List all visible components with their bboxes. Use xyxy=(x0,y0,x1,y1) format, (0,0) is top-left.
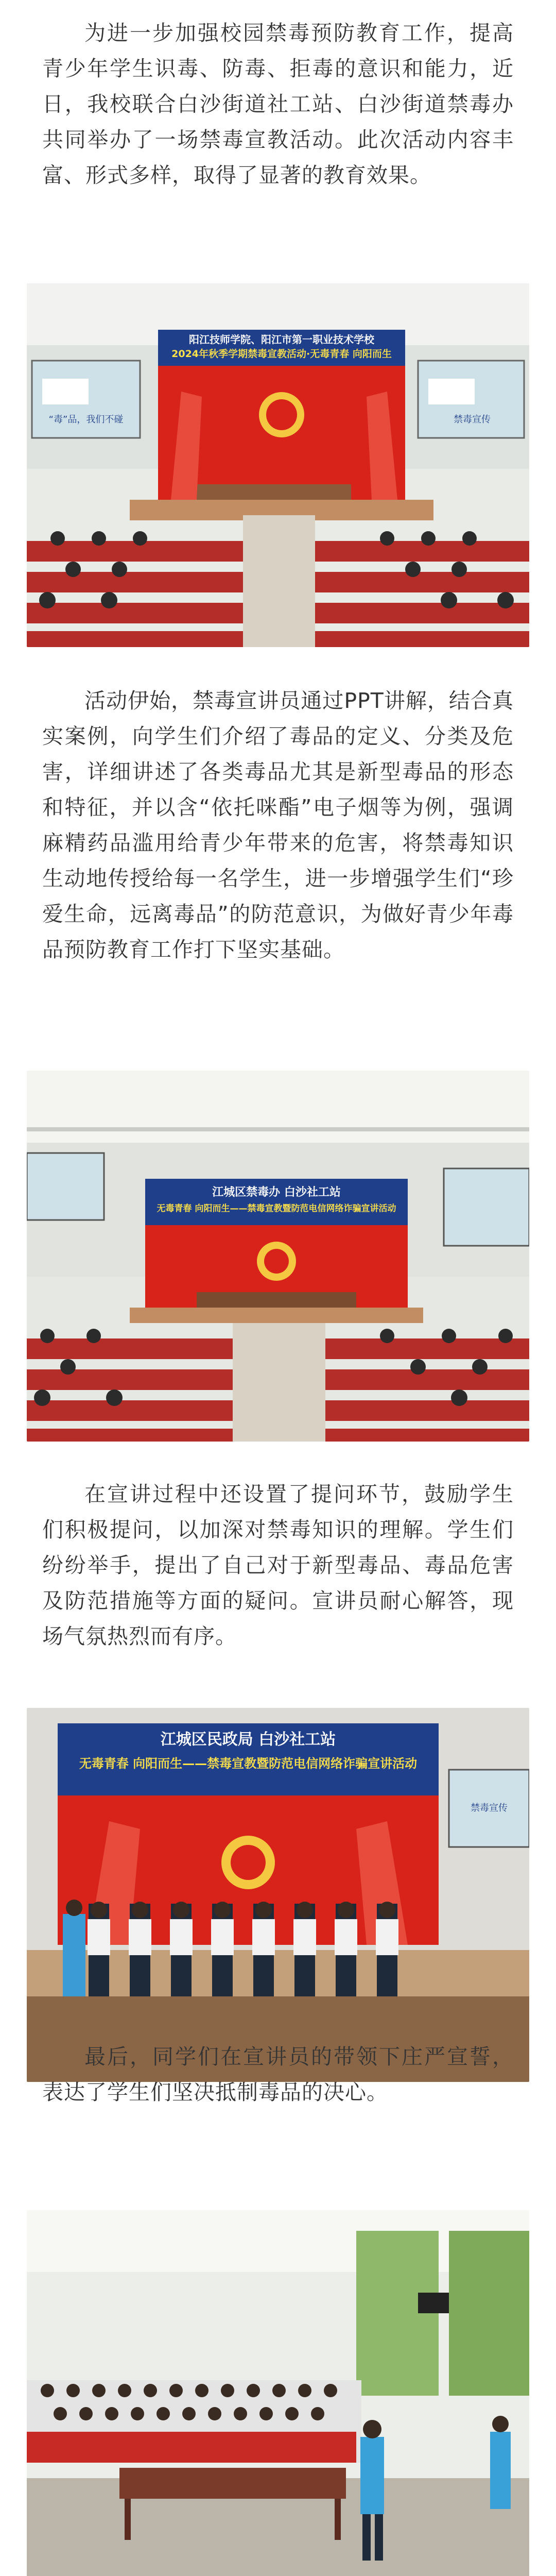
photo2-banner-line1: 江城区禁毒办 白沙社工站 xyxy=(212,1186,341,1199)
photo1-screen-text: “毒”品，我们不碰 xyxy=(48,414,124,425)
photo3-screen-text: 禁毒宣传 xyxy=(471,1803,508,1814)
article-paragraph-3: 在宣讲过程中还设置了提问环节，鼓励学生们积极提问，以加深对禁毒知识的理解。学生们纷纷举手，提出了自己对于新型毒品、毒品危害及防范措施等方面的疑问。宣讲员耐心解答，现场气氛热烈而有序。 xyxy=(42,1482,514,1649)
photo1-banner-line1: 阳江技师学院、阳江市第一职业技术学校 xyxy=(189,333,374,346)
photo1-banner-line2: 2024年秋季学期禁毒宣教活动·无毒青春 向阳而生 xyxy=(171,348,392,360)
photo-students-on-stage xyxy=(27,1708,529,2082)
photo2-banner-line2: 无毒青春 向阳而生——禁毒宣教暨防范电信网络诈骗宣讲活动 xyxy=(157,1204,396,1214)
article-paragraph-2: 活动伊始，禁毒宣讲员通过PPT讲解，结合真实案例，向学生们介绍了毒品的定义、分类及危害，详细讲述了各类毒品尤其是新型毒品的形态和特征，并以含“依托咪酯”电子烟等为例，强调麻精药品滥用给青少年带来的危害，将禁毒知识生动地传授给每一名学生，进一步增强学生们“珍爱生命，远离毒品”的防范意识，为做好青少年毒品预防教育工作打下坚实基础。 xyxy=(42,688,514,962)
photo3-banner-line2: 无毒青春 向阳而生——禁毒宣教暨防范电信网络诈骗宣讲活动 xyxy=(79,1756,418,1771)
photo-auditorium-wide xyxy=(27,283,529,647)
photo-oath-classroom xyxy=(27,2210,529,2576)
photo3-banner-line1: 江城区民政局 白沙社工站 xyxy=(160,1731,336,1749)
article-paragraph-4: 最后，同学们在宣讲员的带领下庄严宣誓，表达了学生们坚决抵制毒品的决心。 xyxy=(42,2044,514,2105)
photo-lecture-hall-illustration xyxy=(27,1071,529,1442)
photo-oath-classroom-illustration xyxy=(27,2210,529,2576)
photo1-screen2-text: 禁毒宣传 xyxy=(454,414,491,425)
photo-lecture-hall xyxy=(27,1071,529,1442)
article-paragraph-1: 为进一步加强校园禁毒预防教育工作，提高青少年学生识毒、防毒、拒毒的意识和能力，近日，我校联合白沙街道社工站、白沙街道禁毒办共同举办了一场禁毒宣教活动。此次活动内容丰富、形式多样，取得了显著的教育效果。 xyxy=(42,21,514,188)
